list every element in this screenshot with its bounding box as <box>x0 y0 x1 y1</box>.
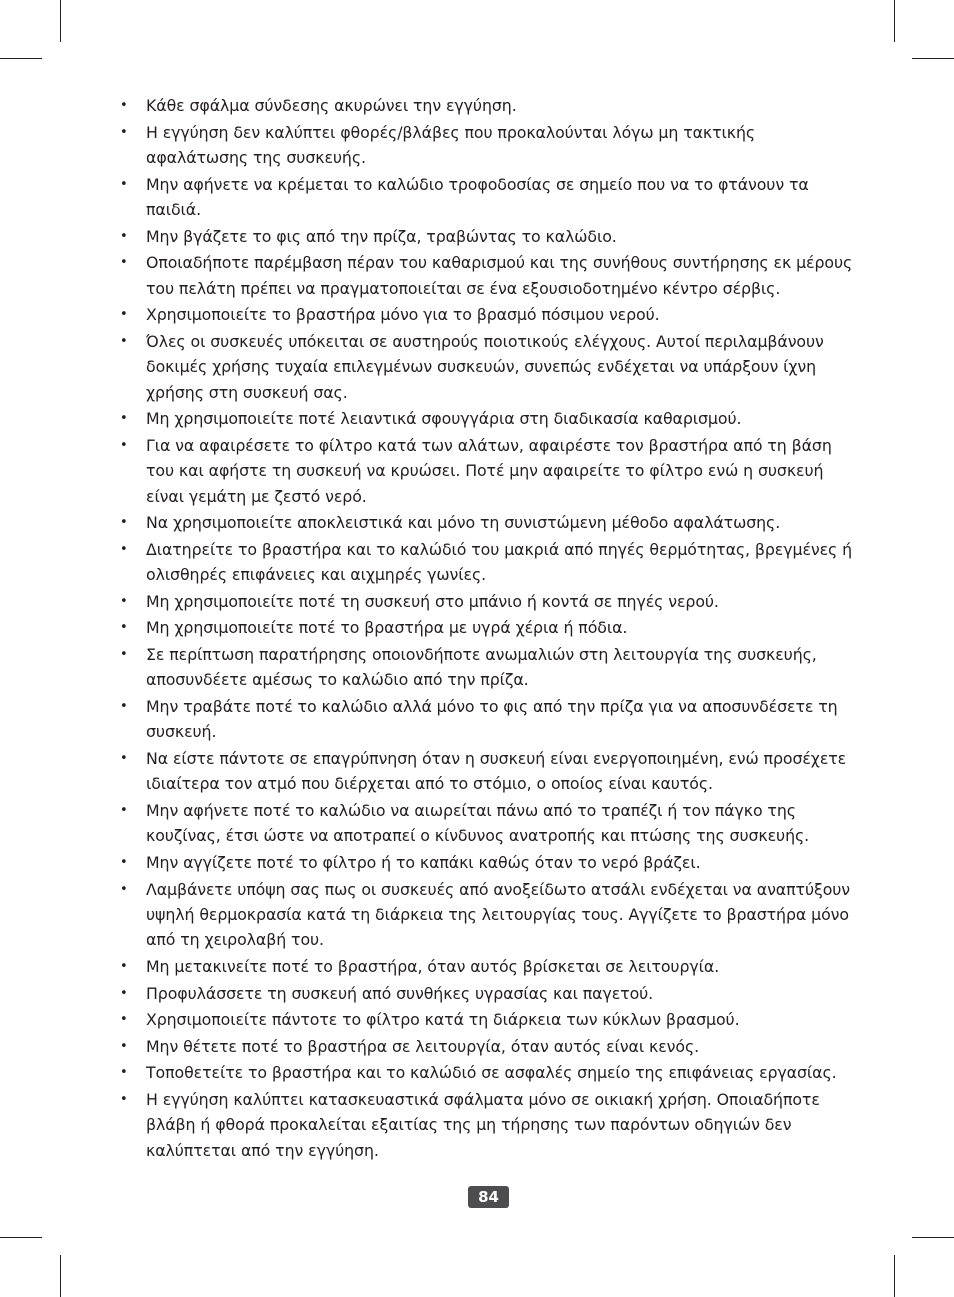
bullet-icon: • <box>120 176 128 192</box>
list-item-text: Μη χρησιμοποιείτε ποτέ το βραστήρα με υγρά χέρια ή πόδια. <box>146 618 628 638</box>
bullet-icon: • <box>120 881 128 897</box>
crop-mark-top-right-horizontal <box>912 58 954 59</box>
bullet-icon: • <box>120 958 128 974</box>
crop-mark-bottom-right-horizontal <box>912 1237 954 1238</box>
bullet-icon: • <box>120 411 128 427</box>
list-item-text: Διατηρείτε το βραστήρα και το καλώδιό του μακριά από πηγές θερμότητας, βρεγμένες ή ολισθηρές επιφάνειες και αιχμηρές γωνίες. <box>146 539 853 585</box>
list-item-text: Να είστε πάντοτε σε επαγρύπνηση όταν η συσκευή είναι ενεργοποιημένη, ενώ προσέχετε ιδιαίτερα τον ατμό που διέρχεται από το στόμιο, ο οποίος είναι καυτός. <box>146 748 847 794</box>
list-item <box>118 850 858 875</box>
bullet-icon: • <box>120 750 128 766</box>
list-item-text: Να χρησιμοποιείτε αποκλειστικά και μόνο τη συνιστώμενη μέθοδο αφαλάτωσης. <box>146 513 781 533</box>
list-item <box>118 224 858 249</box>
bullet-icon: • <box>120 255 128 271</box>
list-item <box>118 93 858 118</box>
list-item <box>118 954 858 979</box>
list-item <box>118 172 858 223</box>
list-item-text: Η εγγύηση καλύπτει κατασκευαστικά σφάλματα μόνο σε οικιακή χρήση. Οποιαδήποτε βλάβη ή φθορά προκαλείται εξαιτίας της μη τήρησης των παρόντων οδηγιών δεν καλύπτεται από την εγγύηση. <box>146 1089 820 1160</box>
page-number-badge: 84 <box>468 1186 509 1208</box>
list-item <box>118 981 858 1006</box>
list-item <box>118 302 858 327</box>
list-item-text: Μην αφήνετε ποτέ το καλώδιο να αιωρείται πάνω από το τραπέζι ή τον πάγκο της κουζίνας, έτσι ώστε να αποτραπεί ο κίνδυνος ανατροπής και πτώσης της συσκευής. <box>146 800 810 846</box>
bullet-icon: • <box>120 854 128 870</box>
list-item <box>118 746 858 797</box>
bullet-icon: • <box>120 593 128 609</box>
bullet-icon: • <box>120 307 128 323</box>
bullet-icon: • <box>120 98 128 113</box>
bullet-icon: • <box>120 985 128 1001</box>
bullet-icon: • <box>120 802 128 818</box>
list-item-text: Χρησιμοποιείτε το βραστήρα μόνο για το βρασμό πόσιμου νερού. <box>146 305 660 325</box>
bullet-icon: • <box>120 1038 128 1054</box>
list-item-text: Μην αφήνετε να κρέμεται το καλώδιο τροφοδοσίας σε σημείο που να το φτάνουν τα παιδιά. <box>146 174 809 219</box>
list-item-text: Για να αφαιρέσετε το φίλτρο κατά των αλάτων, αφαιρέστε τον βραστήρα από τη βάση του και αφήστε τη συσκευή να κρυώσει. Ποτέ μην αφαιρείτε το φίλτρο ενώ η συσκευή είναι γεμάτη με ζεστό νερό. <box>146 435 832 506</box>
bullet-icon: • <box>120 620 128 636</box>
list-item-text: Η εγγύηση δεν καλύπτει φθορές/βλάβες που προκαλούνται λόγω μη τακτικής αφαλάτωσης της συσκευής. <box>146 122 756 167</box>
bullet-icon: • <box>120 541 128 557</box>
crop-mark-bottom-right-vertical <box>894 1255 895 1297</box>
list-item <box>118 1007 858 1032</box>
list-item-text: Σε περίπτωση παρατήρησης οποιονδήποτε ανωμαλιών στη λειτουργία της συσκευής, αποσυνδέετε αμέσως το καλώδιο από την πρίζα. <box>146 644 817 690</box>
list-item <box>118 406 858 431</box>
list-item <box>118 329 858 405</box>
list-item-text: Προφυλάσσετε τη συσκευή από συνθήκες υγρασίας και παγετού. <box>146 983 654 1003</box>
bullet-icon: • <box>120 228 128 244</box>
list-item <box>118 589 858 614</box>
list-item-text: Όλες οι συσκευές υπόκειται σε αυστηρούς ποιοτικούς ελέγχους. Αυτοί περιλαμβάνουν δοκιμές χρήσης τυχαία επιλεγμένων συσκευών, συνεπώς ενδέχεται να υπάρξουν ίχνη χρήσης στη συσκευή σας. <box>146 331 824 402</box>
list-item-text: Μη χρησιμοποιείτε ποτέ λειαντικά σφουγγάρια στη διαδικασία καθαρισμού. <box>146 409 742 429</box>
list-item <box>118 433 858 509</box>
bullet-icon: • <box>120 698 128 714</box>
bullet-icon: • <box>120 646 128 662</box>
safety-instructions-list <box>118 93 858 1163</box>
list-item-text: Μη μετακινείτε ποτέ το βραστήρα, όταν αυτός βρίσκεται σε λειτουργία. <box>146 956 720 976</box>
list-item <box>118 877 858 953</box>
bullet-icon: • <box>120 124 128 140</box>
crop-mark-bottom-left-horizontal <box>0 1237 42 1238</box>
crop-mark-top-right-vertical <box>894 0 895 42</box>
list-item-text: Μη χρησιμοποιείτε ποτέ τη συσκευή στο μπάνιο ή κοντά σε πηγές νερού. <box>146 591 719 611</box>
list-item-text: Χρησιμοποιείτε πάντοτε το φίλτρο κατά τη διάρκεια των κύκλων βρασμού. <box>146 1010 740 1030</box>
bullet-icon: • <box>120 515 128 531</box>
list-item <box>118 120 858 171</box>
list-item <box>118 1034 858 1059</box>
list-item <box>118 1060 858 1085</box>
list-item <box>118 510 858 535</box>
bullet-icon: • <box>120 1091 128 1107</box>
list-item <box>118 615 858 640</box>
list-item <box>118 642 858 693</box>
list-item <box>118 250 858 301</box>
list-item <box>118 537 858 588</box>
list-item-text: Λαμβάνετε υπόψη σας πως οι συσκευές από ανοξείδωτο ατσάλι ενδέχεται να αναπτύξουν υψηλή θερμοκρασία κατά τη διάρκεια της λειτουργίας τους. Αγγίζετε το βραστήρα μόνο από τη χειρολαβή του. <box>146 879 851 950</box>
list-item-text: Μην βγάζετε το φις από την πρίζα, τραβώντας το καλώδιο. <box>146 226 617 246</box>
list-item <box>118 798 858 849</box>
list-item-text: Οποιαδήποτε παρέμβαση πέραν του καθαρισμού και της συνήθους συντήρησης εκ μέρους του πελάτη πρέπει να πραγματοποιείται σε ένα εξουσιοδοτημένο κέντρο σέρβις. <box>146 253 853 298</box>
list-item-text: Τοποθετείτε το βραστήρα και το καλώδιό σε ασφαλές σημείο της επιφάνειας εργασίας. <box>146 1063 837 1083</box>
list-item-text: Κάθε σφάλμα σύνδεσης ακυρώνει την εγγύηση. <box>146 96 517 115</box>
instructions-body <box>118 93 858 1164</box>
list-item-text: Μην τραβάτε ποτέ το καλώδιο αλλά μόνο το φις από την πρίζα για να αποσυνδέσετε τη συσκευή. <box>146 696 838 742</box>
list-item-text: Μην αγγίζετε ποτέ το φίλτρο ή το καπάκι καθώς όταν το νερό βράζει. <box>146 852 701 872</box>
crop-mark-top-left-horizontal <box>0 58 42 59</box>
list-item <box>118 694 858 745</box>
crop-mark-bottom-left-vertical <box>60 1255 61 1297</box>
list-item <box>118 1087 858 1163</box>
crop-mark-top-left-vertical <box>60 0 61 42</box>
list-item-text: Μην θέτετε ποτέ το βραστήρα σε λειτουργία, όταν αυτός είναι κενός. <box>146 1036 700 1056</box>
bullet-icon: • <box>120 1065 128 1081</box>
bullet-icon: • <box>120 1012 128 1028</box>
bullet-icon: • <box>120 437 128 453</box>
bullet-icon: • <box>120 333 128 349</box>
